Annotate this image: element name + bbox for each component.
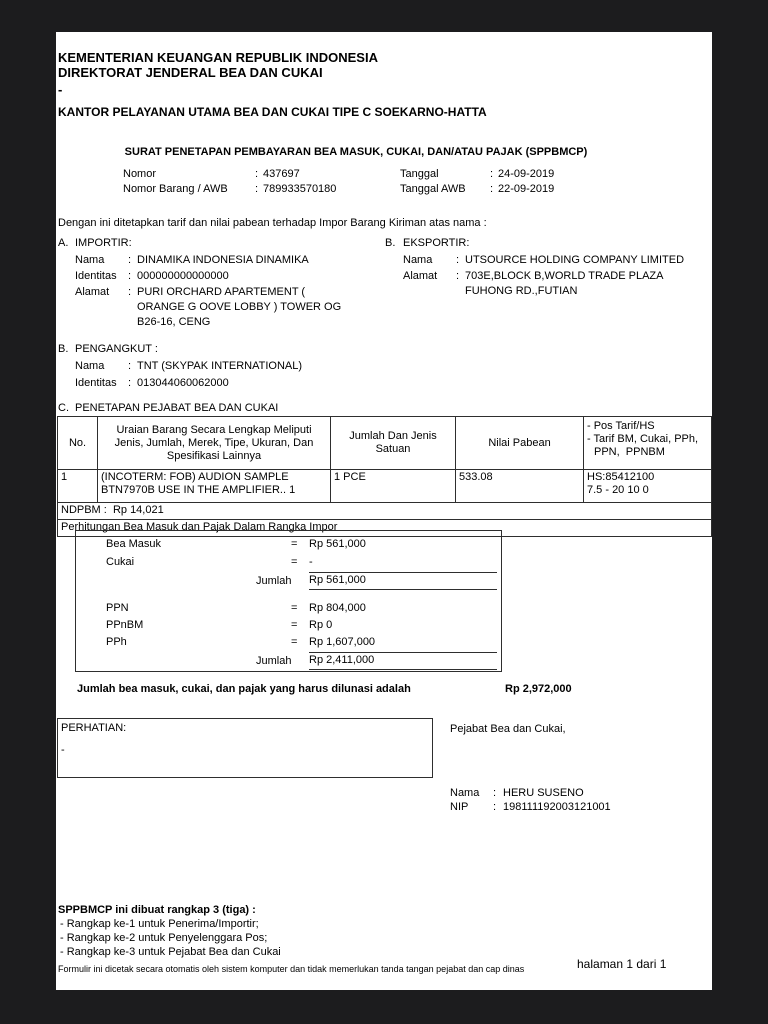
goods-table [57,416,712,537]
eksportir-alamat-line2: FUHONG RD.,FUTIAN [465,285,578,297]
awb-value: 789933570180 [263,183,337,195]
pejabat-title: Pejabat Bea dan Cukai, [450,723,566,735]
pengangkut-heading: PENGANGKUT : [75,343,158,355]
nomor-value: 437697 [263,168,300,180]
pos-line: 7.5 - 20 10 0 [587,484,649,496]
colon: : [128,286,132,298]
jumlah2-label: Jumlah [256,655,292,667]
cell-nilai: 533.08 [456,470,584,503]
colon: : [255,183,259,195]
colon: : [128,270,132,282]
pos-header-line: PPN, PPNBM [594,446,665,458]
perhatian-box [57,718,433,778]
importir-section-letter: A. [58,237,69,249]
colon: : [493,787,497,799]
tanggal-label: Tanggal [400,168,439,180]
calc-row-cukai [76,556,501,571]
ppn-label: PPN [106,602,129,614]
cell-no: 1 [58,470,98,503]
equals-sign: = [291,556,298,568]
uraian-line: (INCOTERM: FOB) AUDION SAMPLE [101,471,289,483]
eksportir-nama-value: UTSOURCE HOLDING COMPANY LIMITED [465,254,685,266]
importir-identitas-value: 000000000000000 [137,270,229,282]
pengangkut-section-letter: B. [58,343,69,355]
footer-heading: SPPBMCP ini dibuat rangkap 3 (tiga) : [58,904,256,916]
ppnbm-value: Rp 0 [309,619,333,631]
header-dash: - [58,82,63,97]
colon: : [490,183,494,195]
col-header-pos [584,417,712,470]
col-header-no: No. [58,417,98,470]
penetapan-section-letter: C. [58,402,69,414]
colon: : [490,168,494,180]
ppnbm-label: PPnBM [106,619,144,631]
importir-nama-label: Nama [75,254,105,266]
intro-text: Dengan ini ditetapkan tarif dan nilai pabean terhadap Impor Barang Kiriman atas nama : [58,217,487,229]
calc-row-ppnbm [76,619,501,634]
pph-value: Rp 1,607,000 [309,636,376,648]
colon: : [493,801,497,813]
ndpbm-row [58,503,712,520]
cukai-label: Cukai [106,556,135,568]
perhatian-heading: PERHATIAN: [61,722,127,734]
calculation-box [75,530,502,672]
eksportir-alamat-label: Alamat [403,270,438,282]
ndpbm-value: NDPBM : Rp 14,021 [58,503,712,520]
eksportir-heading: EKSPORTIR: [403,237,470,249]
cell-pos [584,470,712,503]
jumlah1-label: Jumlah [256,575,292,587]
equals-sign: = [291,636,298,648]
total-value: Rp 2,972,000 [505,683,572,695]
importir-heading: IMPORTIR: [75,237,132,249]
pengangkut-identitas-value: 013044060062000 [137,377,229,389]
colon: : [456,254,460,266]
pph-label: PPh [106,636,127,648]
tanggal-awb-label: Tanggal AWB [400,183,466,195]
cell-jumlah: 1 PCE [331,470,456,503]
col-header-nilai: Nilai Pabean [456,417,584,470]
pos-header-line: - Tarif BM, Cukai, PPh, [587,433,699,445]
equals-sign: = [291,619,298,631]
jumlah2-value: Rp 2,411,000 [309,652,497,670]
importir-alamat-line1: PURI ORCHARD APARTEMENT ( [137,286,306,298]
importir-identitas-label: Identitas [75,270,117,282]
perhatian-body: - [61,744,65,756]
page-indicator: halaman 1 dari 1 [577,957,667,971]
pos-header-line: - Pos Tarif/HS [587,420,655,432]
pengangkut-identitas-label: Identitas [75,377,117,389]
perhitungan-title: Perhitungan Bea Masuk dan Pajak Dalam Rangka Impor [58,520,712,537]
pejabat-nip-value: 198111192003121001 [503,801,611,813]
eksportir-section-letter: B. [385,237,396,249]
pos-line: HS:85412100 [587,471,655,483]
office-name: KANTOR PELAYANAN UTAMA BEA DAN CUKAI TIPE C SOEKARNO-HATTA [58,105,487,119]
tanggal-awb-value: 22-09-2019 [498,183,555,195]
pejabat-nip-label: NIP [450,801,469,813]
tanggal-value: 24-09-2019 [498,168,555,180]
pejabat-nama-value: HERU SUSENO [503,787,584,799]
cell-uraian [98,470,331,503]
eksportir-nama-label: Nama [403,254,433,266]
directorate-name: DIREKTORAT JENDERAL BEA DAN CUKAI [58,65,323,80]
equals-sign: = [291,538,298,550]
colon: : [128,360,132,372]
calc-row-ppn [76,602,501,617]
calc-row-jumlah-1 [76,575,501,590]
bea-masuk-value: Rp 561,000 [309,538,366,550]
footer-note: Formulir ini dicetak secara otomatis oleh sistem komputer dan tidak memerlukan tanda tangan pejabat dan cap dinas [58,964,525,974]
col-header-uraian: Uraian Barang Secara Lengkap Meliputi Jenis, Jumlah, Merek, Tipe, Ukuran, Dan Spesifikasi Lainnya [98,417,331,470]
goods-table-header-row [58,417,712,470]
colon: : [456,270,460,282]
ministry-name: KEMENTERIAN KEUANGAN REPUBLIK INDONESIA [58,50,378,65]
nomor-label: Nomor [123,168,157,180]
jumlah1-value: Rp 561,000 [309,572,497,590]
uraian-line: BTN7970B USE IN THE AMPLIFIER.. 1 [101,484,296,496]
bea-masuk-label: Bea Masuk [106,538,162,550]
awb-label: Nomor Barang / AWB [123,183,228,195]
document-page [56,32,712,990]
pengangkut-nama-value: TNT (SKYPAK INTERNATIONAL) [137,360,303,372]
pengangkut-nama-label: Nama [75,360,105,372]
importir-nama-value: DINAMIKA INDONESIA DINAMIKA [137,254,309,266]
total-label: Jumlah bea masuk, cukai, dan pajak yang harus dilunasi adalah [77,683,411,695]
colon: : [128,377,132,389]
eksportir-alamat-line1: 703E,BLOCK B,WORLD TRADE PLAZA [465,270,664,282]
penetapan-heading: PENETAPAN PEJABAT BEA DAN CUKAI [75,402,279,414]
ppn-value: Rp 804,000 [309,602,366,614]
footer-copy-3: - Rangkap ke-3 untuk Pejabat Bea dan Cukai [60,946,281,958]
document-title: SURAT PENETAPAN PEMBAYARAN BEA MASUK, CUKAI, DAN/ATAU PAJAK (SPPBMCP) [124,146,588,158]
calc-row-bea-masuk [76,538,501,553]
calc-row-pph [76,636,501,651]
importir-alamat-line3: B26-16, CENG [137,316,211,328]
footer-copy-2: - Rangkap ke-2 untuk Penyelenggara Pos; [60,932,268,944]
col-header-jumlah: Jumlah Dan Jenis Satuan [331,417,456,470]
colon: : [255,168,259,180]
footer-copy-1: - Rangkap ke-1 untuk Penerima/Importir; [60,918,259,930]
importir-alamat-label: Alamat [75,286,110,298]
goods-table-item-row [58,470,712,503]
colon: : [128,254,132,266]
equals-sign: = [291,602,298,614]
cukai-value: - [309,556,313,568]
pejabat-nama-label: Nama [450,787,480,799]
calc-row-jumlah-2 [76,655,501,670]
importir-alamat-line2: ORANGE G OOVE LOBBY ) TOWER OG [137,301,342,313]
